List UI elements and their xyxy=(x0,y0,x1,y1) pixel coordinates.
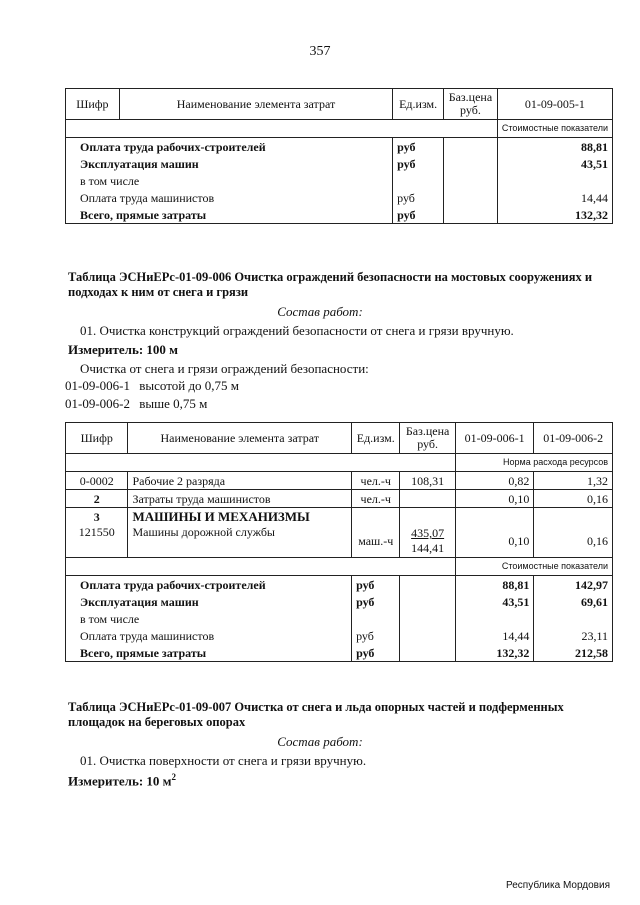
price-operator: 144,41 xyxy=(411,541,445,555)
table-row: 0-0002 Рабочие 2 разряда чел.-ч 108,31 0,82 1,32 xyxy=(66,472,613,490)
header-col2: 01-09-006-2 xyxy=(534,423,613,454)
table-row: Оплата труда рабочих-строителей руб 88,81 142,97 xyxy=(66,576,613,594)
table-row: 121550 Машины дорожной службы маш.-ч 435,07 144,41 0,10 0,16 xyxy=(66,525,613,558)
header-unit: Ед.изм. xyxy=(352,423,400,454)
header-price: Баз.цена руб. xyxy=(400,423,455,454)
table-row: в том числе xyxy=(66,172,613,189)
table-01-09-005 xyxy=(65,88,613,224)
header-col1: 01-09-005-1 xyxy=(497,89,612,120)
table-row: Оплата труда рабочих-строителей руб 88,81 xyxy=(66,138,613,156)
price-machine: 435,07 xyxy=(411,526,445,540)
table-01-09-006 xyxy=(65,422,613,662)
header-col1: 01-09-006-1 xyxy=(455,423,534,454)
table-row: Всего, прямые затраты руб 132,32 xyxy=(66,206,613,224)
variant-text: высотой до 0,75 м xyxy=(139,378,240,393)
meter-label: Измеритель: 100 м xyxy=(68,342,179,357)
footer-region: Республика Мордовия xyxy=(506,880,610,891)
header-code: Шифр xyxy=(66,89,120,120)
table-title-01-09-007: Таблица ЭСНиЕРс-01-09-007 Очистка от снега и льда опорных частей и подферменных площадок на береговых опорах xyxy=(68,700,564,729)
section-label: Норма расхода ресурсов xyxy=(455,454,612,472)
table-row: Эксплуатация машин руб 43,51 69,61 xyxy=(66,593,613,610)
variant-code: 01-09-006-2 xyxy=(65,396,130,411)
meter-label: Измеритель: 10 $м^2$ xyxy=(68,772,177,789)
table-row: в том числе xyxy=(66,610,613,627)
table-header-row xyxy=(66,423,613,454)
header-unit: Ед.изм. xyxy=(393,89,444,120)
section-row xyxy=(66,454,613,472)
section-label: Стоимостные показатели xyxy=(497,120,612,138)
table-row: Всего, прямые затраты руб 132,32 212,58 xyxy=(66,644,613,662)
section-row xyxy=(66,558,613,576)
works-heading: Состав работ: xyxy=(277,734,363,749)
table-row: 2 Затраты труда машинистов чел.-ч 0,10 0,16 xyxy=(66,490,613,508)
variant-1 xyxy=(65,378,239,394)
page-number: 357 xyxy=(309,44,331,59)
section-row xyxy=(66,120,613,138)
variant-2 xyxy=(65,396,207,412)
variant-code: 01-09-006-1 xyxy=(65,378,130,393)
works-item: 01. Очистка конструкций ограждений безопасности от снега и грязи вручную. xyxy=(80,323,514,338)
variant-text: выше 0,75 м xyxy=(139,396,208,411)
table-row: 3 МАШИНЫ И МЕХАНИЗМЫ xyxy=(66,508,613,526)
table-row: Эксплуатация машин руб 43,51 xyxy=(66,155,613,172)
header-name: Наименование элемента затрат xyxy=(128,423,352,454)
intro-text: Очистка от снега и грязи ограждений безопасности: xyxy=(80,361,369,376)
table-row: Оплата труда машинистов руб 14,44 xyxy=(66,189,613,206)
header-name: Наименование элемента затрат xyxy=(119,89,392,120)
table-header-row xyxy=(66,89,613,120)
section-label: Стоимостные показатели xyxy=(455,558,612,576)
header-price: Баз.цена руб. xyxy=(444,89,498,120)
table-row: Оплата труда машинистов руб 14,44 23,11 xyxy=(66,627,613,644)
table-title-01-09-006: Таблица ЭСНиЕРс-01-09-006 Очистка ограждений безопасности на мостовых сооружениях и подходах к ним от снега и грязи xyxy=(68,270,593,299)
works-item: 01. Очистка поверхности от снега и грязи вручную. xyxy=(80,753,367,768)
works-heading: Состав работ: xyxy=(277,304,363,319)
header-code: Шифр xyxy=(66,423,128,454)
